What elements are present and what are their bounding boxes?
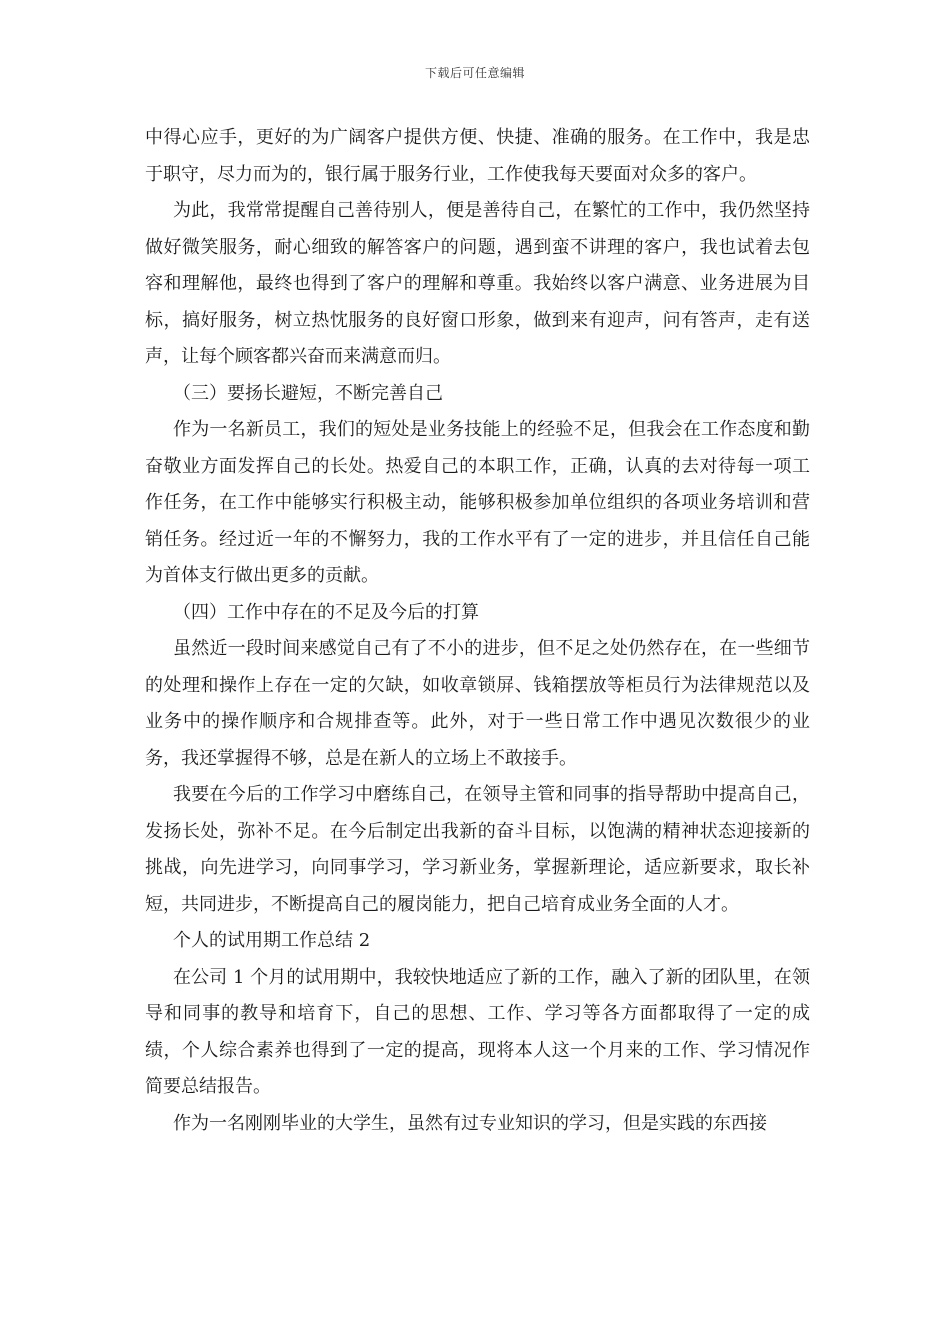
paragraph: 虽然近一段时间来感觉自己有了不小的进步，但不足之处仍然存在，在一些细节的处理和操作上存在一定的欠缺，如收章锁屏、钱箱摆放等柜员行为法律规范以及业务中的操作顺序和合规排查等。此外，对于一些日常工作中遇见次数很少的业务，我还掌握得不够，总是在新人的立场上不敢接手。 xyxy=(145,638,810,769)
document-body xyxy=(145,120,810,1142)
paragraph-continuation: 中得心应手，更好的为广阔客户提供方便、快捷、准确的服务。在工作中，我是忠于职守，尽力而为的，银行属于服务行业，工作使我每天要面对众多的客户。 xyxy=(145,127,810,185)
section-heading: 个人的试用期工作总结 2 xyxy=(173,930,371,951)
section-heading: （三）要扬长避短，不断完善自己 xyxy=(173,382,443,404)
paragraph: 作为一名刚刚毕业的大学生，虽然有过专业知识的学习，但是实践的东西接 xyxy=(173,1112,767,1134)
paragraph: 为此，我常常提醒自己善待别人，便是善待自己，在繁忙的工作中，我仍然坚持做好微笑服务，耐心细致的解答客户的问题，遇到蛮不讲理的客户，我也试着去包容和理解他，最终也得到了客户的理解和尊重。我始终以客户满意、业务进展为目标，搞好服务，树立热忱服务的良好窗口形象，做到来有迎声，问有答声，走有送声，让每个顾客都兴奋而来满意而归。 xyxy=(145,200,810,367)
paragraph: 作为一名新员工，我们的短处是业务技能上的经验不足，但我会在工作态度和勤奋敬业方面发挥自己的长处。热爱自己的本职工作，正确，认真的去对待每一项工作任务，在工作中能够实行积极主动，能够积极参加单位组织的各项业务培训和营销任务。经过近一年的不懈努力，我的工作水平有了一定的进步，并且信任自己能为首体支行做出更多的贡献。 xyxy=(145,419,810,586)
section-heading: （四）工作中存在的不足及今后的打算 xyxy=(173,601,479,623)
paragraph: 在公司 1 个月的试用期中，我较快地适应了新的工作，融入了新的团队里，在领导和同事的教导和培育下，自己的思想、工作、学习等各方面都取得了一定的成绩，个人综合素养也得到了一定的提高，现将本人这一个月来的工作、学习情况作简要总结报告。 xyxy=(145,966,810,1097)
page-header: 下载后可任意编辑 xyxy=(424,66,525,80)
paragraph: 我要在今后的工作学习中磨练自己，在领导主管和同事的指导帮助中提高自己，发扬长处，弥补不足。在今后制定出我新的奋斗目标，以饱满的精神状态迎接新的挑战，向先进学习，向同事学习，学习新业务，掌握新理论，适应新要求，取长补短，共同进步，不断提高自己的履岗能力，把自己培育成业务全面的人才。 xyxy=(145,784,810,915)
